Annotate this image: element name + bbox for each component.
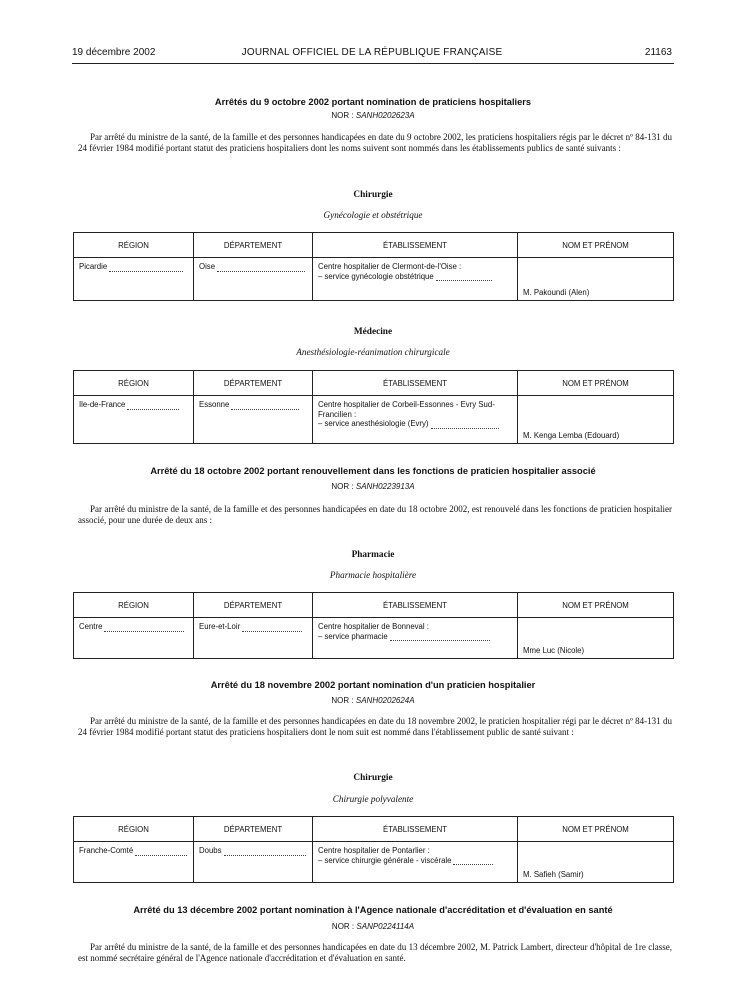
specialty-heading: Médecine [353, 327, 393, 337]
decree-paragraph: Par arrêté du ministre de la santé, de la famille et des personnes handicapées en date du 13 décembre 2002, M. Patrick Lambert, directeur d'hôpital de 1re classe, est nommé secrétaire général de l'Agence nationale d'accréditation et d'évaluation en santé. [78, 942, 672, 963]
nor-label: NOR : [331, 922, 355, 931]
col-header-etablissement: ÉTABLISSEMENT [313, 817, 518, 842]
col-header-departement: DÉPARTEMENT [194, 233, 313, 258]
appointment-table [73, 232, 674, 301]
appointment-table [73, 370, 674, 444]
specialty-heading: Pharmacie [351, 550, 395, 560]
cell-etablissement: Centre hospitalier de Bonneval : – service pharmacie [313, 618, 518, 659]
cell-region: Ile-de-France [74, 396, 194, 444]
table-row [74, 842, 674, 883]
specialty-heading: Chirurgie [353, 190, 393, 200]
cell-nom: M. Pakoundi (Alen) [518, 258, 674, 301]
col-header-etablissement: ÉTABLISSEMENT [313, 233, 518, 258]
col-header-nom: NOM ET PRÉNOM [518, 817, 674, 842]
table-header-row [74, 593, 674, 618]
cell-nom: Mme Luc (Nicole) [518, 618, 674, 659]
table-header-row [74, 371, 674, 396]
section-title: Arrêté du 13 décembre 2002 portant nomination à l'Agence nationale d'accréditation et d'évaluation en santé [133, 905, 613, 915]
nor-code: SANH0202624A [355, 696, 415, 705]
header-rule [72, 63, 674, 64]
nor-code: SANH0223913A [355, 482, 415, 491]
decree-paragraph: Par arrêté du ministre de la santé, de la famille et des personnes handicapées en date du 18 novembre 2002, le praticien hospitalier régi par le décret nº 84-131 du 24 février 1984 modifié portant statut des praticiens hospitaliers dont le nom suit est nommé dans l'établissement public de santé suivant : [78, 716, 672, 737]
cell-departement: Oise [194, 258, 313, 301]
cell-etablissement: Centre hospitalier de Pontarlier : – service chirurgie générale - viscérale [313, 842, 518, 883]
cell-departement: Doubs [194, 842, 313, 883]
col-header-departement: DÉPARTEMENT [194, 593, 313, 618]
specialty-heading: Chirurgie [353, 773, 393, 783]
subspecialty-heading: Gynécologie et obstétrique [323, 210, 423, 220]
nor-code: SANH0202623A [355, 111, 415, 120]
table-header-row [74, 233, 674, 258]
cell-etablissement: Centre hospitalier de Clermont-de-l'Oise : – service gynécologie obstétrique [313, 258, 518, 301]
cell-departement: Eure-et-Loir [194, 618, 313, 659]
cell-region: Picardie [74, 258, 194, 301]
appointment-table [73, 592, 674, 659]
table-row [74, 258, 674, 301]
page-header [72, 47, 672, 67]
cell-departement: Essonne [194, 396, 313, 444]
section-title: Arrêté du 18 novembre 2002 portant nomination d'un praticien hospitalier [210, 680, 536, 690]
subspecialty-heading: Anesthésiologie-réanimation chirurgicale [296, 347, 450, 357]
decree-paragraph: Par arrêté du ministre de la santé, de la famille et des personnes handicapées en date du 9 octobre 2002, les praticiens hospitaliers régis par le décret nº 84-131 du 24 février 1984 modifié portant statut des praticiens hospitaliers dont les noms suivent sont nommés dans les établissements publics de santé suivants : [78, 132, 672, 153]
col-header-region: RÉGION [74, 233, 194, 258]
cell-nom: M. Kenga Lemba (Edouard) [518, 396, 674, 444]
header-date: 19 décembre 2002 [72, 47, 156, 58]
section-title: Arrêté du 18 octobre 2002 portant renouvellement dans les fonctions de praticien hospitalier associé [150, 466, 596, 476]
col-header-etablissement: ÉTABLISSEMENT [313, 593, 518, 618]
subspecialty-heading: Pharmacie hospitalière [329, 570, 417, 580]
col-header-nom: NOM ET PRÉNOM [518, 593, 674, 618]
nor-label: NOR : [331, 696, 354, 705]
table-row [74, 618, 674, 659]
nor-label: NOR : [331, 111, 354, 120]
nor-reference [72, 482, 674, 491]
header-journal-title: JOURNAL OFFICIEL DE LA RÉPUBLIQUE FRANÇAISE [241, 47, 503, 58]
col-header-departement: DÉPARTEMENT [194, 371, 313, 396]
col-header-etablissement: ÉTABLISSEMENT [313, 371, 518, 396]
nor-reference [72, 696, 674, 705]
section-title: Arrêtés du 9 octobre 2002 portant nomination de praticiens hospitaliers [214, 97, 532, 107]
table-row [74, 396, 674, 444]
col-header-region: RÉGION [74, 817, 194, 842]
col-header-region: RÉGION [74, 593, 194, 618]
cell-nom: M. Safieh (Samir) [518, 842, 674, 883]
col-header-region: RÉGION [74, 371, 194, 396]
cell-region: Franche-Comté [74, 842, 194, 883]
table-header-row [74, 817, 674, 842]
col-header-departement: DÉPARTEMENT [194, 817, 313, 842]
col-header-nom: NOM ET PRÉNOM [518, 233, 674, 258]
cell-etablissement: Centre hospitalier de Corbeil-Essonnes - Evry Sud- Francilien : – service anesthésiologie (Evry) [313, 396, 518, 444]
nor-reference [72, 922, 674, 931]
nor-reference [72, 111, 674, 120]
nor-label: NOR : [331, 482, 354, 491]
header-page-number: 21163 [644, 47, 672, 58]
cell-region: Centre [74, 618, 194, 659]
appointment-table [73, 816, 674, 883]
nor-code: SANP0224114A [356, 922, 415, 931]
col-header-nom: NOM ET PRÉNOM [518, 371, 674, 396]
subspecialty-heading: Chirurgie polyvalente [332, 794, 414, 804]
decree-paragraph: Par arrêté du ministre de la santé, de la famille et des personnes handicapées en date du 18 octobre 2002, est renouvelé dans les fonctions de praticien hospitalier associé, pour une durée de deux ans : [78, 504, 672, 525]
